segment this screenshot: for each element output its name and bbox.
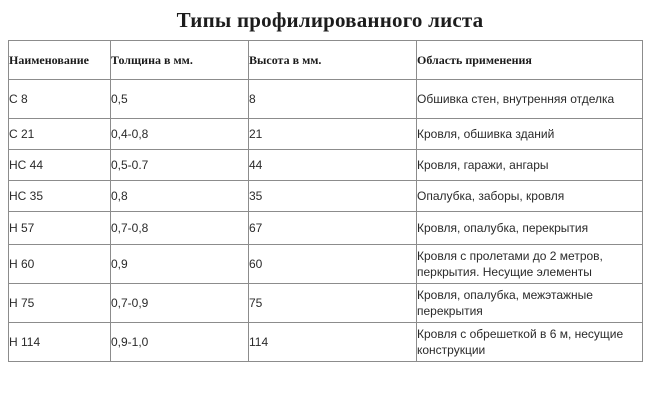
- cell-thickness: 0,9: [111, 245, 249, 284]
- cell-thickness: 0,7-0,8: [111, 212, 249, 245]
- cell-height: 67: [249, 212, 417, 245]
- cell-thickness: 0,9-1,0: [111, 323, 249, 362]
- cell-height: 21: [249, 119, 417, 150]
- table-row: [9, 212, 643, 245]
- cell-name: НС 44: [9, 150, 111, 181]
- table-row: [9, 245, 643, 284]
- cell-height: 8: [249, 80, 417, 119]
- cell-height: 44: [249, 150, 417, 181]
- cell-height: 75: [249, 284, 417, 323]
- cell-application: Кровля, обшивка зданий: [417, 119, 643, 150]
- cell-application: Кровля, опалубка, межэтажные перекрытия: [417, 284, 643, 323]
- header-height: Высота в мм.: [249, 41, 417, 80]
- cell-name: Н 75: [9, 284, 111, 323]
- cell-thickness: 0,8: [111, 181, 249, 212]
- profile-types-table: [8, 40, 643, 362]
- header-application: Область применения: [417, 41, 643, 80]
- table-row: [9, 323, 643, 362]
- header-thickness: Толщина в мм.: [111, 41, 249, 80]
- cell-application: Кровля с пролетами до 2 метров, перкрытия. Несущие элементы: [417, 245, 643, 284]
- cell-thickness: 0,7-0,9: [111, 284, 249, 323]
- cell-name: С 8: [9, 80, 111, 119]
- cell-thickness: 0,5-0.7: [111, 150, 249, 181]
- table-row: [9, 284, 643, 323]
- cell-application: Кровля, опалубка, перекрытия: [417, 212, 643, 245]
- table-row: [9, 181, 643, 212]
- cell-height: 114: [249, 323, 417, 362]
- cell-height: 60: [249, 245, 417, 284]
- cell-name: Н 57: [9, 212, 111, 245]
- header-name: Наименование: [9, 41, 111, 80]
- cell-thickness: 0,5: [111, 80, 249, 119]
- cell-name: С 21: [9, 119, 111, 150]
- cell-height: 35: [249, 181, 417, 212]
- table-row: [9, 150, 643, 181]
- cell-name: Н 60: [9, 245, 111, 284]
- table-header-row: [9, 41, 643, 80]
- table-row: [9, 80, 643, 119]
- page-title: Типы профилированного листа: [176, 8, 484, 32]
- cell-application: Опалубка, заборы, кровля: [417, 181, 643, 212]
- cell-application: Кровля с обрешеткой в 6 м, несущие конструкции: [417, 323, 643, 362]
- cell-thickness: 0,4-0,8: [111, 119, 249, 150]
- cell-name: Н 114: [9, 323, 111, 362]
- table-row: [9, 119, 643, 150]
- cell-name: НС 35: [9, 181, 111, 212]
- cell-application: Обшивка стен, внутренняя отделка: [417, 80, 643, 119]
- cell-application: Кровля, гаражи, ангары: [417, 150, 643, 181]
